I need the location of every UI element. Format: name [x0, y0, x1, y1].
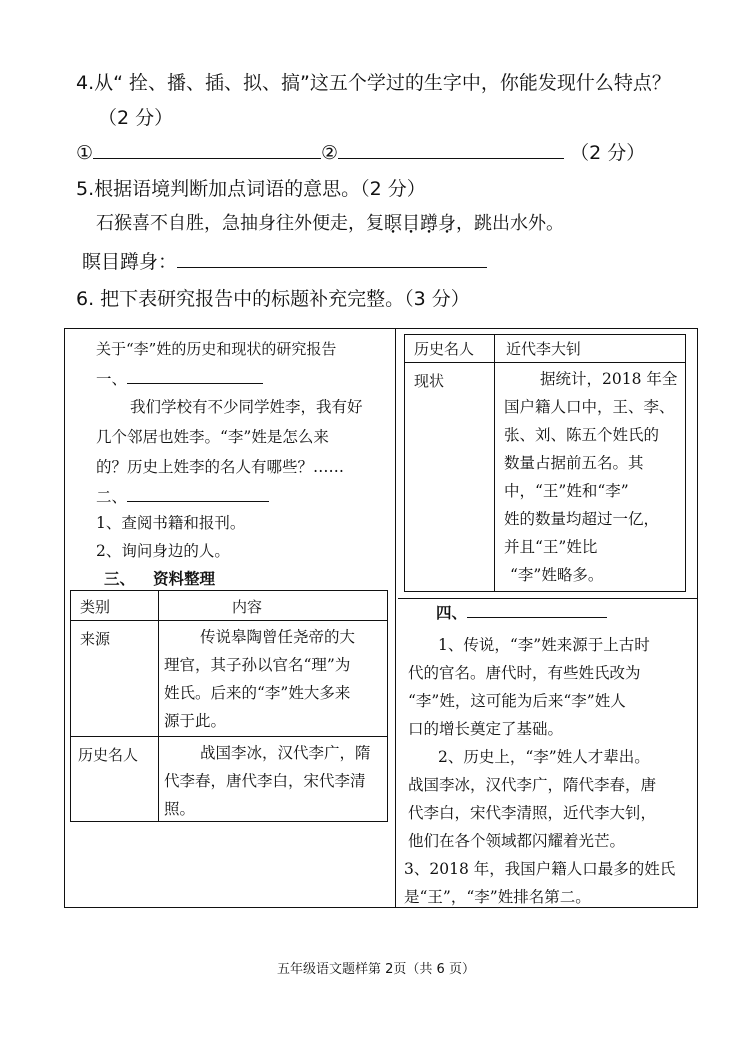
status-table-r2-label: 现状 [414, 372, 445, 390]
sec4-line: 2、历史上，“李”姓人才辈出。 [438, 748, 650, 766]
sec4-line: 战国李冰，汉代李广，隋代李春，唐 [408, 776, 657, 794]
report-title: 关于“李”姓的历史和现状的研究报告 [96, 340, 337, 358]
q6-title: 6. 把下表研究报告中的标题补充完整。（3 分） [76, 288, 470, 310]
report-sec1 [96, 364, 263, 394]
q5-answer-row [82, 250, 487, 274]
q5-dotted-char: 瞑 [384, 213, 402, 234]
sec4-line: 他们在各个领域都闪耀着光芒。 [408, 832, 626, 850]
status-table-r2-line: 中，“王”姓和“李” [504, 482, 629, 500]
data-table-header-content: 内容 [232, 598, 263, 616]
q4-blank-points: （2 分） [570, 142, 646, 164]
data-table-row1-line: 源于此。 [164, 712, 227, 730]
q4-blank1-label: ① [76, 142, 94, 164]
q4-points: （2 分） [98, 107, 174, 129]
status-table-r2-line: 张、刘、陈五个姓氏的 [504, 426, 660, 444]
status-table-r1-value: 近代李大钊 [506, 340, 582, 358]
status-table-r2-line: 并且“王”姓比 [504, 538, 598, 556]
data-table-row2-line: 代李春，唐代李白，宋代李清 [164, 772, 366, 790]
report-divider [395, 328, 396, 908]
status-table-r2-line: 数量占据前五名。其 [504, 454, 644, 472]
data-table-row1-line: 姓氏。后来的“李”姓大多来 [164, 684, 351, 702]
page-footer: 五年级语文题样第 2页（共 6 页） [277, 962, 475, 977]
q4-line1: 4.从“ 拴、播、插、拟、搞”这五个学过的生字中，你能发现什么特点？ [76, 72, 671, 94]
sec4-line: 3、2018 年，我国户籍人口最多的姓氏 [404, 860, 676, 878]
report-method: 2、询问身边的人。 [96, 542, 230, 560]
report-sec1-label: 一、 [96, 370, 128, 388]
data-table-row2-line: 战国李冰，汉代李广，隋 [200, 744, 371, 762]
q5-answer-label: 瞑目蹲身： [82, 251, 178, 273]
sec4-line: 是“王”，“李”姓排名第二。 [404, 888, 591, 906]
status-table-r2-line: “李”姓略多。 [510, 566, 604, 584]
sec4-line: 代的官名。唐代时，有些姓氏改为 [408, 664, 641, 682]
report-para1-line: 我们学校有不少同学姓李，我有好 [130, 398, 363, 416]
report-sec3-label: 三、 [104, 569, 136, 588]
q5-dotted-char: 身 [438, 213, 456, 234]
q4-blank2-label: ② [321, 142, 339, 164]
sec4-line: 口的增长奠定了基础。 [408, 720, 564, 738]
data-table-row1-line: 传说皋陶曾任尧帝的大 [200, 628, 356, 646]
sec4-line: 1、传说，“李”姓来源于上古时 [438, 636, 650, 654]
data-table-header-category: 类别 [80, 598, 111, 616]
sec4-line: “李”姓，这可能为后来“李”姓人 [408, 692, 626, 710]
data-table-col-line [158, 590, 159, 822]
data-table-row-line [70, 736, 388, 737]
report-para1-line: 的？历史上姓李的名人有哪些？…… [96, 458, 345, 476]
q5-answer-blank[interactable] [177, 251, 487, 268]
q4-blank2[interactable] [338, 142, 564, 159]
data-table-header-line [70, 620, 388, 621]
q4-answer-row [76, 141, 645, 165]
report-sec2-label: 二、 [96, 488, 128, 506]
data-table-row1-line: 理官，其子孙以官名“理”为 [164, 656, 351, 674]
sec4-label: 四、 [436, 603, 468, 622]
report-sec3-title: 资料整理 [153, 569, 216, 588]
q5-dotted-char: 目 [402, 213, 420, 234]
data-table-row1-label: 来源 [80, 630, 111, 648]
report-method: 1、查阅书籍和报刊。 [96, 514, 246, 532]
status-table-r2-line: 国户籍人口中，王、李、 [504, 398, 675, 416]
data-table-row2-label: 历史名人 [78, 746, 139, 764]
data-table-row2-line: 照。 [164, 800, 196, 818]
report-sec2-blank[interactable] [127, 487, 269, 502]
q5-title: 5.根据语境判断加点词语的意思。（2 分） [76, 178, 426, 200]
q5-dotted-char: 蹲 [420, 213, 438, 234]
q4-blank1[interactable] [93, 142, 321, 159]
q5-sentence-post: ，跳出水外。 [456, 213, 564, 234]
report-sec1-blank[interactable] [127, 369, 263, 384]
sec4-blank[interactable] [467, 603, 607, 618]
status-table-col-line [494, 334, 495, 592]
sec4-heading [436, 598, 607, 628]
status-table-r1-label: 历史名人 [414, 340, 475, 358]
q5-sentence-pre: 石猴喜不自胜，急抽身往外便走，复 [96, 213, 384, 234]
status-table-r2-line: 据统计，2018 年全 [540, 370, 678, 388]
q5-sentence [96, 212, 564, 236]
sec4-line: 代李白，宋代李清照，近代李大钊， [408, 804, 657, 822]
status-table-r2-line: 姓的数量均超过一亿， [504, 510, 660, 528]
report-para1-line: 几个邻居也姓李。“李”姓是怎么来 [96, 428, 329, 446]
